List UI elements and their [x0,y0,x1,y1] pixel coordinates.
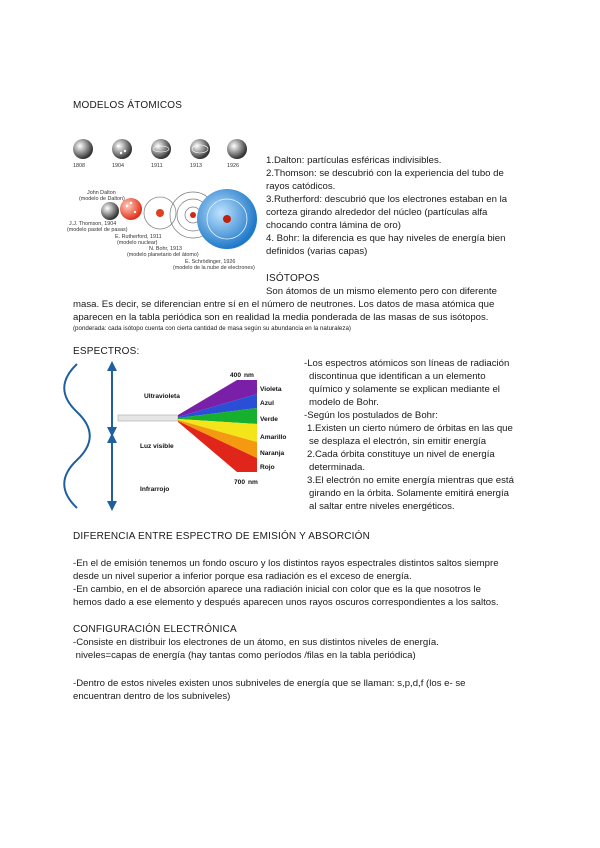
caption-rutherford: E. Rutherford, 1911 [115,234,162,240]
modelo-item: 2.Thomson: se descubrió con la experiencia del tubo de [266,168,504,179]
isotopos-line: Son átomos de un mismo elemento pero con diferente [266,286,497,297]
caption-1926: 1926 [227,163,239,169]
configuracion-line: encuentran dentro de los subniveles) [73,691,231,702]
isotopos-line: masa. Es decir, se diferencian entre sí en el número de neutrones. Los datos de masa atómica que [73,299,495,310]
caption-dalton: John Dalton [87,190,116,196]
label-nm-700: 700 [234,479,246,486]
espectros-item: discontinua que identifican a un elemento [309,371,486,382]
caption-dalton-model: (modelo de Dalton) [79,196,125,202]
espectros-item: -Según los postulados de Bohr: [304,410,438,421]
modelo-item: corteza girando alrededor del núcleo (partículas alfa [266,207,488,218]
caption-1911: 1911 [151,163,163,169]
spectrum-figure [62,360,298,515]
caption-thomson: J.J. Thomson, 1904 [69,221,117,227]
label-infrarrojo: Infrarrojo [140,486,170,493]
section-heading-modelos: MODELOS ÁTOMICOS [73,100,183,111]
label-violeta: Violeta [260,386,282,393]
caption-bohr: N. Bohr, 1913 [149,246,182,252]
caption-schrodinger: E. Schrödinger, 1926 [185,259,236,265]
isotopos-line: aparecen en la tabla periódica son en realidad la media ponderada de las masas de sus isótopos. [73,312,489,323]
caption-1913: 1913 [190,163,202,169]
diferencia-line: hemos dado a ese elemento y después aparecen unos rayos oscuros correspondientes a los saltos. [73,597,499,608]
espectros-item: 3.El electrón no emite energía mientras que está [307,475,514,486]
configuracion-line: niveles=capas de energía (hay tantas como períodos /filas en la tabla periódica) [73,650,416,661]
caption-schrodinger-model: (modelo de la nube de electrones) [173,265,255,271]
label-verde: Verde [260,416,278,423]
label-nm-400: 400 [230,372,242,379]
label-naranja: Naranja [260,450,285,457]
caption-bohr-model: (modelo planetario del átomo) [127,252,199,258]
espectros-item: girando en la órbita. Solamente emitirá energía [309,488,509,499]
modelo-item: rayos catódicos. [266,181,336,192]
modelo-item: 1.Dalton: partículas esféricas indivisibles. [266,155,442,166]
espectros-item: modelo de Bohr. [309,397,379,408]
section-heading-isotopos: ISÓTOPOS [266,273,320,284]
caption-rutherford-model: (modelo nuclear) [117,240,158,246]
section-heading-espectros: ESPECTROS: [73,346,140,357]
isotopos-note: (ponderada: cada isótopo cuenta con cierta cantidad de masa según su abundancia en la naturaleza) [73,325,351,332]
atomic-models-figure [65,133,265,273]
section-heading-configuracion: CONFIGURACIÓN ELECTRÓNICA [73,624,237,635]
label-nm-unit-bottom: nm [248,479,258,486]
label-nm-unit-top: nm [244,372,254,379]
modelo-item: definidos (varias capas) [266,246,368,257]
label-rojo: Rojo [260,464,275,471]
label-luz-visible: Luz visible [140,443,174,450]
modelo-item: chocando contra lámina de oro) [266,220,401,231]
diferencia-line: desde un nivel superior a inferior porque esa radiación es el exceso de energía. [73,571,412,582]
caption-1904: 1904 [112,163,124,169]
espectros-item: químico y solamente se explican mediante el [309,384,500,395]
espectros-item: 2.Cada órbita constituye un nivel de energía [307,449,495,460]
modelo-item: 4. Bohr: la diferencia es que hay niveles de energía bien [266,233,506,244]
diferencia-line: -En el de emisión tenemos un fondo oscuro y los distintos rayos espectrales distintos saltos siempre [73,558,499,569]
section-heading-diferencia: DIFERENCIA ENTRE ESPECTRO DE EMISIÓN Y ABSORCIÓN [73,531,371,542]
espectros-item: determinada. [309,462,365,473]
espectros-item: 1.Existen un cierto número de órbitas en las que [307,423,513,434]
modelo-item: 3.Rutherford: descubrió que los electrones estaban en la [266,194,508,205]
caption-1808: 1808 [73,163,85,169]
spectrum-diagram [62,360,298,515]
label-amarillo: Amarillo [260,434,287,441]
label-azul: Azul [260,400,274,407]
caption-thomson-model: (modelo pastel de pasas) [67,227,128,233]
diferencia-line: -En cambio, en el de absorción aparece una radiación inicial con color que es la que nosotros le [73,584,481,595]
label-ultravioleta: Ultravioleta [144,393,180,400]
espectros-item: se desplaza el electrón, sin emitir energía [309,436,487,447]
configuracion-line: -Dentro de estos niveles existen unos subniveles de energía que se llaman: s,p,d,f (los e- se [73,678,466,689]
espectros-item: -Los espectros atómicos son líneas de radiación [304,358,510,369]
configuracion-line: -Consiste en distribuir los electrones de un átomo, en sus distintos niveles de energía. [73,637,439,648]
espectros-item: al saltar entre niveles energéticos. [309,501,455,512]
